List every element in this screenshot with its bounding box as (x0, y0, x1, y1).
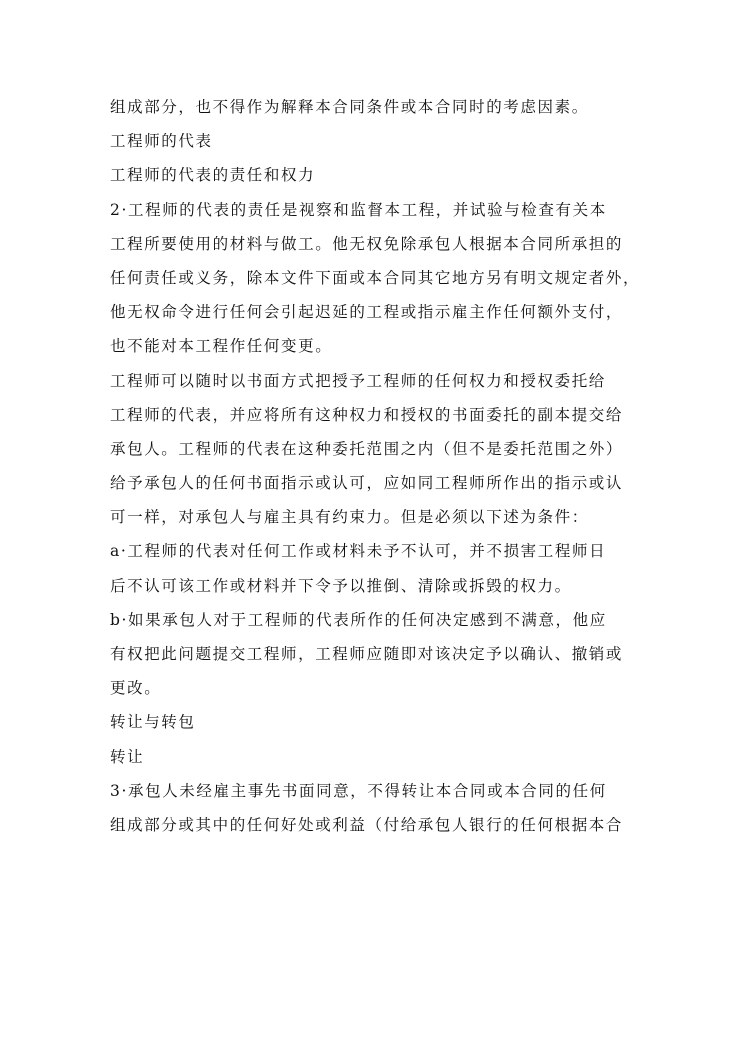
text-line: 2·工程师的代表的责任是视察和监督本工程，并试验与检查有关本 (110, 200, 607, 219)
text-line: 组成部分，也不得作为解释本合同条件或本合同时的考虑因素。 (110, 98, 589, 116)
text-line: 工程师可以随时以书面方式把授予工程师的任何权力和授权委托给 (110, 371, 606, 390)
text-line: 也不能对本工程作任何变更。 (110, 337, 333, 356)
text-line: 后不认可该工作或材料并下令予以推倒、清除或拆毁的权力。 (110, 576, 572, 595)
text-line: 工程师的代表，并应将所有这种权力和授权的书面委托的副本提交给 (110, 405, 624, 424)
text-line: 3·承包人未经雇主事先书面同意，不得转让本合同或本合同的任何 (110, 781, 607, 800)
text-line: 更改。 (110, 679, 162, 698)
text-line: a·工程师的代表对任何工作或材料未予不认可，并不损害工程师日 (110, 542, 607, 561)
text-line: 工程所要使用的材料与做工。他无权免除承包人根据本合同所承担的 (110, 234, 624, 253)
text-line: 给予承包人的任何书面指示或认可，应如同工程师所作出的指示或认 (110, 474, 624, 493)
document-body (110, 90, 641, 842)
subsection-heading: 转让 (110, 747, 145, 766)
section-heading: 工程师的代表 (110, 132, 213, 151)
subsection-heading: 工程师的代表的责任和权力 (110, 166, 316, 185)
section-heading: 转让与转包 (110, 713, 196, 732)
text-line: 他无权命令进行任何会引起迟延的工程或指示雇主作任何额外支付， (110, 303, 624, 322)
text-line: 可一样，对承包人与雇主具有约束力。但是必须以下述为条件： (110, 508, 589, 527)
text-line: 有权把此问题提交工程师，工程师应随即对该决定予以确认、撤销或 (110, 645, 624, 663)
text-line: 组成部分或其中的任何好处或利益（付给承包人银行的任何根据本合 (110, 815, 624, 834)
text-line: 承包人。工程师的代表在这种委托范围之内（但不是委托范围之外） (110, 439, 624, 458)
text-line: 任何责任或义务，除本文件下面或本合同其它地方另有明文规定者外， (110, 268, 641, 287)
text-line: b·如果承包人对于工程师的代表所作的任何决定感到不满意，他应 (110, 610, 607, 629)
